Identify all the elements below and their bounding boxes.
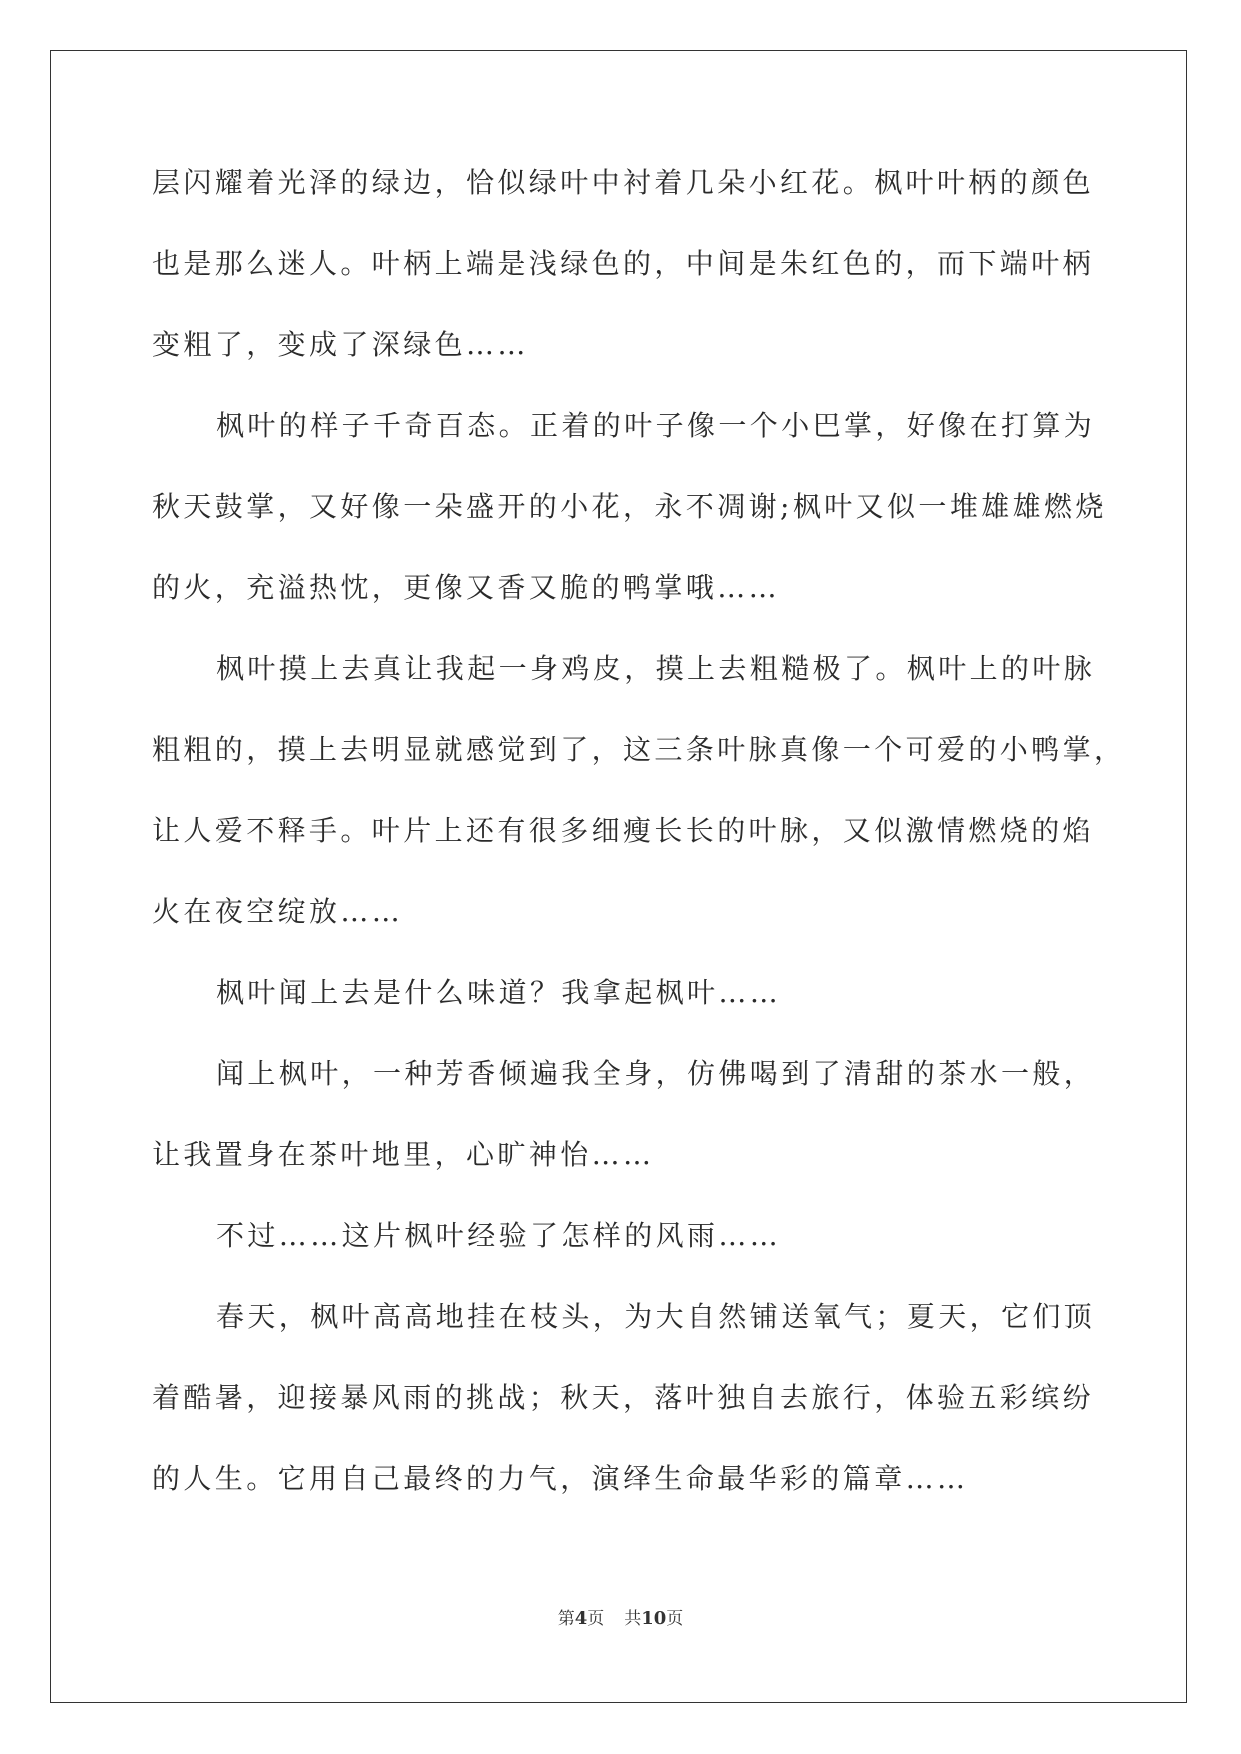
total-prefix: 共 [624, 1609, 642, 1629]
text-line: 火在夜空绽放…… [152, 895, 404, 928]
text-line: 粗粗的，摸上去明显就感觉到了，这三条叶脉真像一个可爱的小鸭掌， [152, 733, 1126, 766]
page-footer [0, 1604, 1241, 1629]
page-suffix: 页 [587, 1609, 605, 1629]
text-line: 让我置身在茶叶地里，心旷神怡…… [152, 1138, 655, 1171]
text-line: 层闪耀着光泽的绿边，恰似绿叶中衬着几朵小红花。枫叶叶柄的颜色 [152, 166, 1095, 199]
document-body [152, 163, 1126, 1540]
text-line: 春天，枫叶高高地挂在枝头，为大自然铺送氧气；夏天，它们顶 [216, 1300, 1096, 1333]
text-line: 闻上枫叶，一种芳香倾遍我全身，仿佛喝到了清甜的茶水一般， [216, 1057, 1096, 1090]
text-line: 变粗了，变成了深绿色…… [152, 328, 529, 361]
text-line: 枫叶闻上去是什么味道？我拿起枫叶…… [216, 976, 782, 1009]
text-line: 也是那么迷人。叶柄上端是浅绿色的，中间是朱红色的，而下端叶柄 [152, 247, 1095, 280]
text-line: 着酷暑，迎接暴风雨的挑战；秋天，落叶独自去旅行，体验五彩缤纷 [152, 1381, 1095, 1414]
text-line: 让人爱不释手。叶片上还有很多细瘦长长的叶脉，又似激情燃烧的焰 [152, 814, 1095, 847]
text-line: 枫叶摸上去真让我起一身鸡皮，摸上去粗糙极了。枫叶上的叶脉 [216, 652, 1096, 685]
text-line: 不过……这片枫叶经验了怎样的风雨…… [216, 1219, 782, 1252]
page-total: 10 [641, 1608, 667, 1629]
text-line: 枫叶的样子千奇百态。正着的叶子像一个小巴掌，好像在打算为 [216, 409, 1096, 442]
text-line: 秋天鼓掌，又好像一朵盛开的小花，永不凋谢;枫叶又似一堆雄雄燃烧 [152, 490, 1107, 523]
text-line: 的人生。它用自己最终的力气，演绎生命最华彩的篇章…… [152, 1462, 969, 1495]
text-line: 的火，充溢热忱，更像又香又脆的鸭掌哦…… [152, 571, 781, 604]
page-current: 4 [574, 1608, 588, 1629]
total-suffix: 页 [666, 1609, 684, 1629]
page-prefix: 第 [557, 1609, 575, 1629]
